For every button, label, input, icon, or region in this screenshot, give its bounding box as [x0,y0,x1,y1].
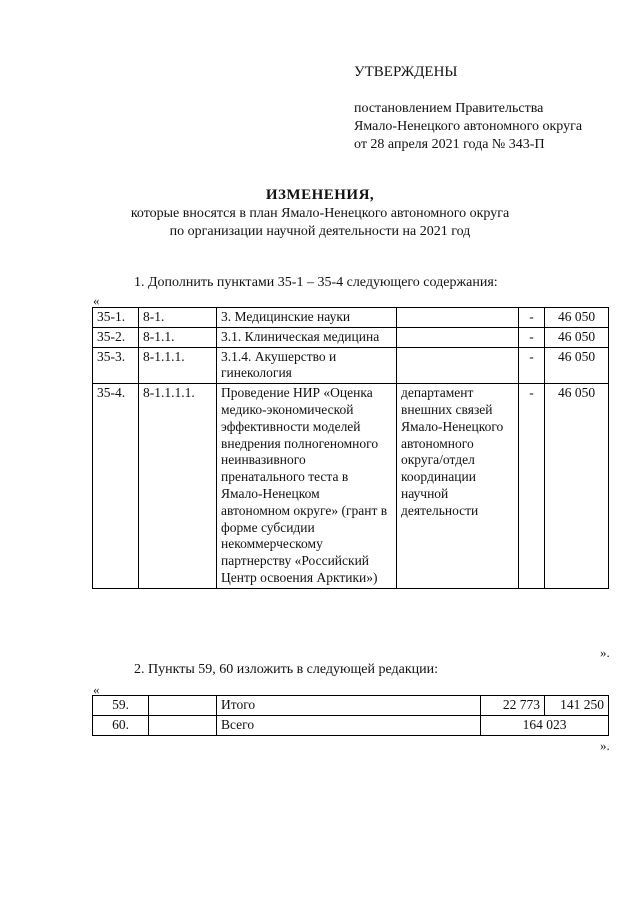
row-executor [397,347,519,384]
row-code [149,696,217,716]
row-name: Проведение НИР «Оценка медико-экономической эффективности моделей внедрения полногеномного неинвазивного пренатального теста в Ямало-Ненецком автономном округе» (грант в форме субсидии некоммерческому партнерству «Российский Центр освоения Арктики») [217,384,397,589]
row-num: 35-3. [93,347,139,384]
table-row [93,308,609,328]
row-dash: - [519,327,545,347]
row-total: 164 023 [481,715,609,735]
row-code: 8-1.1.1.1. [139,384,217,589]
row-dash: - [519,308,545,328]
row-num: 35-4. [93,384,139,589]
section-2-heading: 2. Пункты 59, 60 изложить в следующей редакции: [134,662,439,677]
row-sum: 46 050 [545,308,609,328]
row-code: 8-1.1. [139,327,217,347]
table-row [93,384,609,589]
row-name: 3. Медицинские науки [217,308,397,328]
table-row [93,715,609,735]
row-value-1: 22 773 [481,696,545,716]
row-sum: 46 050 [545,347,609,384]
row-value-2: 141 250 [545,696,609,716]
row-num: 35-2. [93,327,139,347]
section-2-open-quote: « [93,682,100,697]
row-executor [397,308,519,328]
row-num: 60. [93,715,149,735]
row-executor [397,327,519,347]
section-1-close-quote: ». [600,645,610,660]
row-num: 59. [93,696,149,716]
table-row [93,327,609,347]
document-subtitle-2: по организации научной деятельности на 2021 год [169,224,471,239]
header-line-2: Ямало-Ненецкого автономного округа [354,119,583,134]
row-code [149,715,217,735]
row-name: Итого [217,696,481,716]
section-1-heading: 1. Дополнить пунктами 35-1 – 35-4 следующего содержания: [134,275,498,290]
document-title: ИЗМЕНЕНИЯ, [265,187,375,203]
header-line-3: от 28 апреля 2021 года № 343-П [354,137,545,152]
header-line-1: постановлением Правительства [354,101,544,116]
row-name: 3.1.4. Акушерство и гинекология [217,347,397,384]
row-name: Всего [217,715,481,735]
row-name: 3.1. Клиническая медицина [217,327,397,347]
section-1-table [92,307,609,589]
table-row [93,696,609,716]
row-dash: - [519,347,545,384]
row-executor: департамент внешних связей Ямало-Ненецкого автономного округа/отдел координации научной деятельности [397,384,519,589]
approved-label: УТВЕРЖДЕНЫ [354,64,458,80]
row-dash: - [519,384,545,589]
document-subtitle-1: которые вносятся в план Ямало-Ненецкого автономного округа [130,206,510,221]
section-2-table [92,695,609,736]
table-row [93,347,609,384]
row-num: 35-1. [93,308,139,328]
row-sum: 46 050 [545,327,609,347]
row-code: 8-1. [139,308,217,328]
row-sum: 46 050 [545,384,609,589]
row-code: 8-1.1.1. [139,347,217,384]
section-2-close-quote: ». [600,738,610,753]
section-1-open-quote: « [93,293,100,308]
